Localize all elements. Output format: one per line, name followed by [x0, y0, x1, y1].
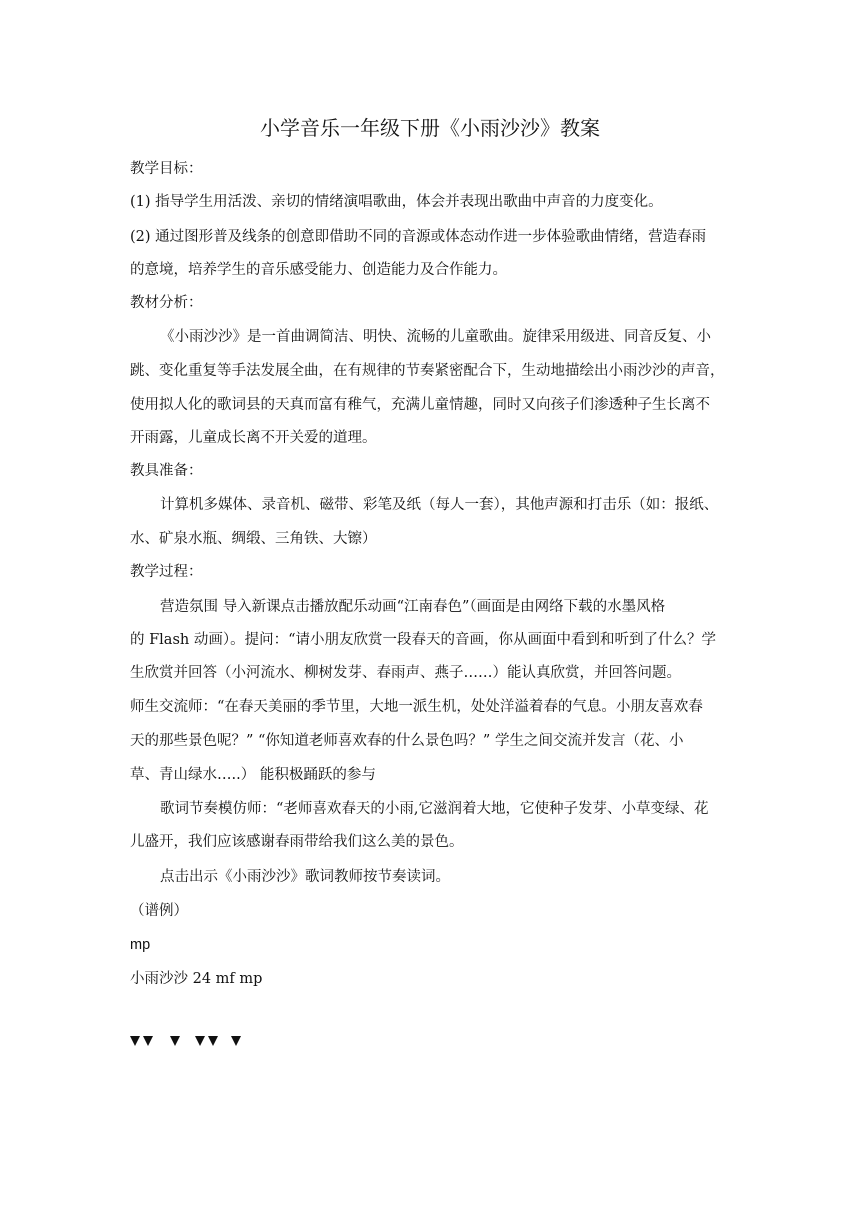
triangle-mark [208, 1036, 218, 1046]
process-line-7: 歌词节奏模仿师：“老师喜欢春天的小雨,它滋润着大地，它使种子发芽、小草变绿、花 [160, 801, 709, 817]
process-line-1: 营造氛围 导入新课点击播放配乐动画“江南春色”（画面是由网络下载的水墨风格 [160, 599, 666, 615]
analysis-line-4: 开雨露，儿童成长离不开关爱的道理。 [130, 430, 377, 446]
analysis-line-1: 《小雨沙沙》是一首曲调简洁、明快、流畅的儿童歌曲。旋律采用级进、同音反复、小 [160, 329, 711, 345]
heading-teaching-aids: 教具准备： [130, 463, 203, 479]
goal-2-line-1: (2) 通过图形普及线条的创意即借助不同的音源或体态动作进一步体验歌曲情绪，营造春雨 [130, 229, 707, 245]
aids-line-1: 计算机多媒体、录音机、磁带、彩笔及纸（每人一套），其他声源和打击乐（如：报纸、 [160, 497, 719, 513]
analysis-line-2: 跳、变化重复等手法发展全曲，在有规律的节奏紧密配合下，生动地描绘出小雨沙沙的声音， [130, 363, 725, 379]
analysis-line-3: 使用拟人化的歌词县的天真而富有稚气，充满儿童情趣，同时又向孩子们渗透种子生长离不 [130, 397, 710, 413]
process-line-6: 草、青山绿水…..） 能积极踊跃的参与 [130, 767, 376, 783]
score-song-line: 小雨沙沙 24 mf mp [130, 971, 263, 987]
triangle-marks-graphic [130, 1034, 250, 1048]
process-line-8: 儿盛开，我们应该感谢春雨带给我们这么美的景色。 [130, 834, 464, 850]
triangle-mark [231, 1036, 241, 1046]
triangle-mark [170, 1036, 180, 1046]
dynamic-mark-mp: mp [130, 937, 151, 953]
document-title: 小学音乐一年级下册《小雨沙沙》教案 [260, 116, 600, 140]
process-line-2: 的 Flash 动画）。提问：“请小朋友欣赏一段春天的音画，你从画面中看到和听到了什么？学 [130, 632, 717, 648]
aids-line-2: 水、矿泉水瓶、绸缎、三角铁、大镲） [130, 531, 377, 547]
process-line-9: 点击出示《小雨沙沙》歌词教师按节奏读词。 [160, 869, 450, 885]
triangle-mark [143, 1036, 153, 1046]
process-line-5: 天的那些景色呢？” “你知道老师喜欢春的什么景色吗？” 学生之间交流并发言（花、小 [130, 733, 684, 749]
process-line-3: 生欣赏并回答（小河流水、柳树发芽、春雨声、燕子……）能认真欣赏，并回答问题。 [130, 665, 681, 681]
score-example-label: （谱例） [130, 903, 188, 919]
heading-material-analysis: 教材分析： [130, 295, 203, 311]
rhythm-triangle-marks [130, 1034, 250, 1050]
heading-teaching-process: 教学过程： [130, 564, 203, 580]
goal-2-line-2: 的意境，培养学生的音乐感受能力、创造能力及合作能力。 [130, 262, 507, 278]
goal-1: (1) 指导学生用活泼、亲切的情绪演唱歌曲，体会并表现出歌曲中声音的力度变化。 [130, 194, 663, 210]
heading-teaching-goals: 教学目标： [130, 161, 203, 177]
triangle-mark [195, 1036, 205, 1046]
process-line-4: 师生交流师：“在春天美丽的季节里，大地一派生机，处处洋溢着春的气息。小朋友喜欢春 [130, 699, 703, 715]
triangle-mark [130, 1036, 140, 1046]
